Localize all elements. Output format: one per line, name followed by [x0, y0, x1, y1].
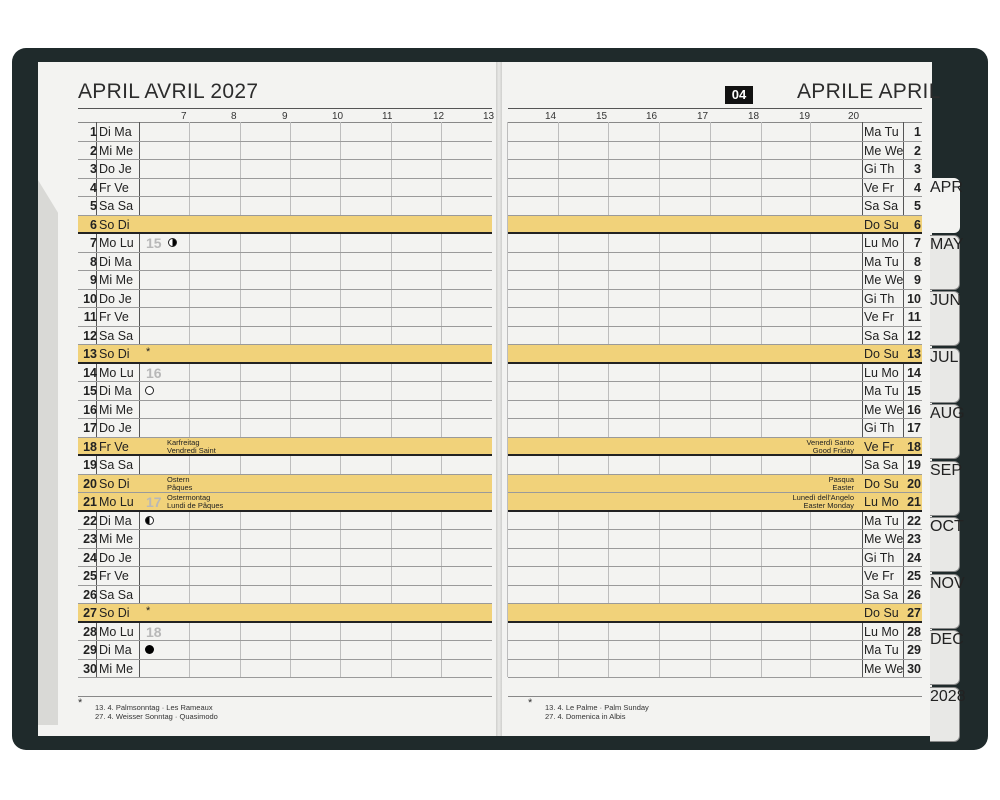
day-number: 12: [83, 328, 97, 343]
day-row-right: [508, 438, 922, 457]
day-number: 16: [83, 402, 97, 417]
day-row-right: [508, 308, 922, 327]
hour-label: 16: [646, 111, 658, 122]
day-row-right: [508, 419, 922, 438]
day-number: 6: [914, 217, 921, 232]
holiday-text: Good Friday: [812, 445, 854, 455]
month-tab-oct[interactable]: [930, 517, 964, 572]
day-row-left: [78, 419, 492, 438]
weekday-label: Ma Tu: [864, 125, 899, 139]
holiday-text: Pasqua: [828, 474, 854, 484]
day-row-right: [508, 530, 922, 549]
weekday-label: Fr Ve: [99, 569, 129, 583]
day-row-right: [508, 382, 922, 401]
weekday-label: Mi Me: [99, 661, 134, 676]
day-row-left: [78, 253, 492, 272]
weekday-label: Do Je: [99, 421, 132, 435]
day-number: 26: [907, 587, 921, 602]
weekday-label: Sa Sa: [864, 587, 899, 602]
day-row-right: [508, 179, 922, 198]
day-number: 8: [90, 254, 97, 269]
day-row-right: [508, 456, 922, 475]
day-number: 24: [907, 550, 921, 565]
footnote-star-right: *: [528, 697, 533, 709]
weekday-label: Sa Sa: [864, 458, 899, 472]
holiday-text: Ostermontag: [167, 493, 211, 502]
weekday-label: Mi Me: [99, 532, 134, 546]
weekday-label: Me We: [864, 143, 904, 158]
day-number: 7: [90, 236, 97, 250]
weekday-label: Sa Sa: [99, 328, 134, 343]
footnote-left-2: 27. 4. Weisser Sonntag · Quasimodo: [95, 712, 218, 721]
day-row-left: [78, 623, 492, 642]
day-row-right: [508, 327, 922, 346]
day-row-right: [508, 142, 922, 161]
weekday-label: Gi Th: [864, 550, 895, 565]
day-row-left: [78, 567, 492, 586]
week-number: 16: [146, 364, 162, 381]
day-row-right: [508, 216, 922, 235]
day-number: 27: [83, 606, 97, 620]
day-number: 2: [914, 143, 921, 158]
day-number: 25: [907, 569, 921, 583]
weekday-label: Di Ma: [99, 513, 132, 528]
holiday-text: Easter Monday: [803, 501, 854, 510]
weekday-label: Me We: [864, 273, 904, 287]
day-row-right: [508, 234, 922, 253]
weekday-label: Me We: [864, 661, 904, 676]
day-number: 16: [907, 402, 921, 417]
day-number: 22: [83, 513, 97, 528]
hour-label: 14: [545, 111, 557, 122]
day-number: 1: [90, 125, 97, 139]
day-number: 3: [914, 162, 921, 176]
holiday-label: [829, 476, 854, 492]
weekday-label: Gi Th: [864, 291, 895, 306]
weekday-label: Fr Ve: [99, 439, 129, 454]
week-number: 17: [146, 494, 162, 510]
day-number: 21: [83, 495, 97, 509]
weekday-label: So Di: [99, 217, 130, 232]
hour-label: 20: [848, 111, 860, 122]
month-tab-aug[interactable]: [930, 404, 965, 459]
hour-label: 13: [483, 111, 495, 122]
day-row-left: [78, 271, 492, 290]
month-tab-label: JUL: [930, 348, 959, 366]
moon-phase-icon: [145, 386, 154, 395]
day-number: 2: [90, 143, 97, 158]
day-row-left: [78, 308, 492, 327]
day-row-right: [508, 493, 922, 512]
hour-label: 10: [332, 111, 344, 122]
page-title-right: APRILE APRIL: [797, 80, 941, 103]
weekday-label: Gi Th: [864, 421, 895, 435]
day-number: 19: [907, 458, 921, 472]
day-number: 20: [83, 476, 97, 491]
day-row-left: [78, 327, 492, 346]
moon-phase-icon: [145, 645, 154, 654]
day-number: 18: [83, 439, 97, 454]
week-number: 18: [146, 623, 162, 640]
footer-rule-right: [508, 696, 922, 697]
holiday-text: Lundi de Pâques: [167, 501, 224, 510]
month-tab-label: JUN: [930, 292, 962, 309]
day-row-right: [508, 475, 922, 494]
day-number: 19: [83, 458, 97, 472]
holiday-label: [167, 439, 216, 455]
month-tab-apr[interactable]: [930, 178, 963, 233]
month-tab-label: 2028: [930, 687, 966, 705]
day-number: 14: [907, 365, 921, 380]
weekday-label: Sa Sa: [864, 199, 899, 213]
day-row-left: [78, 530, 492, 549]
weekday-label: Lu Mo: [864, 236, 899, 250]
day-row-right: [508, 290, 922, 309]
weekday-label: Me We: [864, 402, 904, 417]
day-row-right: [508, 512, 922, 531]
footer-rule-left: [78, 696, 492, 697]
weekday-label: Di Ma: [99, 384, 132, 398]
day-row-left: [78, 382, 492, 401]
header-rule-right: [508, 108, 922, 109]
day-row-left: [78, 197, 492, 216]
day-number: 8: [914, 254, 921, 269]
weekday-label: Ma Tu: [864, 384, 899, 398]
hour-label: 11: [382, 111, 393, 122]
month-tab-label: APR: [930, 179, 963, 196]
day-number: 4: [90, 180, 97, 195]
hour-label: 15: [596, 111, 608, 122]
month-tab-may[interactable]: [930, 235, 964, 290]
month-tab-label: NOV: [930, 574, 965, 592]
weekday-label: Lu Mo: [864, 624, 899, 639]
day-number: 15: [83, 384, 97, 398]
weekday-label: Ve Fr: [864, 569, 894, 583]
bookmark-ribbon: [38, 180, 58, 725]
day-number: 18: [907, 439, 921, 454]
day-number: 7: [914, 236, 921, 250]
day-number: 14: [83, 365, 97, 380]
weekday-label: Mi Me: [99, 402, 134, 417]
moon-phase-icon: [145, 516, 154, 525]
month-number-badge: 04: [725, 86, 753, 104]
weekday-label: Ve Fr: [864, 439, 894, 454]
weekday-label: Sa Sa: [99, 587, 134, 602]
holiday-label: [167, 494, 223, 510]
day-number: 10: [83, 291, 97, 306]
day-row-left: [78, 604, 492, 623]
weekday-label: Di Ma: [99, 125, 132, 139]
day-row-left: [78, 290, 492, 309]
day-row-left: [78, 160, 492, 179]
day-row-right: [508, 197, 922, 216]
day-number: 25: [83, 569, 97, 583]
weekday-label: Lu Mo: [864, 495, 899, 509]
day-row-left: [78, 493, 492, 512]
day-row-left: [78, 549, 492, 568]
day-number: 24: [83, 550, 97, 565]
weekday-label: Do Je: [99, 550, 132, 565]
day-row-right: [508, 549, 922, 568]
day-row-right: [508, 623, 922, 642]
holiday-label: [806, 439, 854, 455]
day-number: 13: [83, 347, 97, 361]
month-tab-label: SEP: [930, 461, 963, 479]
hour-label: 7: [181, 111, 187, 122]
holiday-text: Karfreitag: [167, 437, 200, 447]
footnote-right-1: 13. 4. Le Palme · Palm Sunday: [545, 703, 649, 712]
day-row-right: [508, 364, 922, 383]
day-number: 28: [907, 624, 921, 639]
weekday-label: Do Su: [864, 217, 899, 232]
weekday-label: Ve Fr: [864, 180, 894, 195]
day-number: 6: [90, 217, 97, 232]
holiday-text: Ostern: [167, 474, 190, 484]
moon-phase-icon: [168, 238, 177, 247]
day-number: 11: [907, 310, 921, 324]
day-number: 28: [83, 624, 97, 639]
day-row-right: [508, 567, 922, 586]
day-row-left: [78, 123, 492, 142]
month-tab-2028[interactable]: [930, 687, 966, 742]
day-row-right: [508, 641, 922, 660]
day-row-left: [78, 475, 492, 494]
weekday-label: Me We: [864, 532, 904, 546]
hour-label: 8: [231, 111, 237, 122]
day-row-left: [78, 364, 492, 383]
day-row-left: [78, 512, 492, 531]
month-tab-label: OCT: [930, 518, 964, 535]
footnote-marker: *: [146, 605, 151, 617]
day-number: 15: [907, 384, 921, 398]
day-number: 9: [90, 273, 97, 287]
day-number: 11: [83, 310, 97, 324]
month-tab-dec[interactable]: [930, 630, 964, 685]
day-number: 30: [907, 661, 921, 676]
month-tab-nov[interactable]: [930, 574, 965, 629]
holiday-text: Lunedì dell'Angelo: [792, 493, 854, 502]
day-row-right: [508, 253, 922, 272]
weekday-label: Do Su: [864, 476, 899, 491]
holiday-text: Venerdì Santo: [806, 437, 854, 447]
day-row-left: [78, 216, 492, 235]
header-rule-left: [78, 108, 492, 109]
footnote-right-2: 27. 4. Domenica in Albis: [545, 712, 626, 721]
day-row-right: [508, 123, 922, 142]
day-row-left: [78, 234, 492, 253]
day-number: 20: [907, 476, 921, 491]
day-row-right: [508, 586, 922, 605]
weekday-label: Fr Ve: [99, 310, 129, 324]
weekday-label: Mo Lu: [99, 495, 134, 509]
day-number: 30: [83, 661, 97, 676]
weekday-label: Mo Lu: [99, 624, 134, 639]
day-row-left: [78, 179, 492, 198]
day-number: 17: [907, 421, 921, 435]
weekday-label: Mo Lu: [99, 236, 134, 250]
weekday-label: Do Je: [99, 291, 132, 306]
day-number: 10: [907, 291, 921, 306]
day-row-right: [508, 160, 922, 179]
day-number: 27: [907, 606, 921, 620]
weekday-label: Ma Tu: [864, 643, 899, 657]
day-row-right: [508, 271, 922, 290]
weekday-label: So Di: [99, 606, 130, 620]
weekday-label: Mo Lu: [99, 365, 134, 380]
weekday-label: Ma Tu: [864, 513, 899, 528]
weekday-label: Di Ma: [99, 643, 132, 657]
day-row-left: [78, 401, 492, 420]
day-row-right: [508, 345, 922, 364]
book-spine: [496, 62, 502, 736]
day-row-right: [508, 660, 922, 679]
weekday-label: Do Su: [864, 347, 899, 361]
day-number: 4: [914, 180, 921, 195]
day-row-left: [78, 345, 492, 364]
day-number: 23: [907, 532, 921, 546]
weekday-label: Sa Sa: [99, 199, 134, 213]
day-number: 21: [907, 495, 921, 509]
weekday-label: Ve Fr: [864, 310, 894, 324]
weekday-label: Ma Tu: [864, 254, 899, 269]
day-row-left: [78, 641, 492, 660]
month-tab-jun[interactable]: [930, 291, 960, 346]
weekday-label: Mi Me: [99, 143, 134, 158]
weekday-label: So Di: [99, 476, 130, 491]
weekday-label: Mi Me: [99, 273, 134, 287]
day-number: 12: [907, 328, 921, 343]
day-row-left: [78, 586, 492, 605]
day-number: 1: [914, 125, 921, 139]
day-number: 26: [83, 587, 97, 602]
day-number: 5: [914, 199, 921, 213]
day-row-left: [78, 660, 492, 679]
weekday-label: So Di: [99, 347, 130, 361]
weekday-label: Do Su: [864, 606, 899, 620]
day-number: 29: [907, 643, 921, 657]
weekday-label: Sa Sa: [864, 328, 899, 343]
day-number: 9: [914, 273, 921, 287]
week-number: 15: [146, 235, 162, 251]
footnote-marker: *: [146, 346, 151, 358]
weekday-label: Gi Th: [864, 162, 895, 176]
weekday-label: Do Je: [99, 162, 132, 176]
page-title-left: APRIL AVRIL 2027: [78, 80, 259, 103]
footnote-left-1: 13. 4. Palmsonntag · Les Rameaux: [95, 703, 213, 712]
day-number: 22: [907, 513, 921, 528]
day-number: 13: [907, 347, 921, 361]
holiday-text: Easter: [832, 482, 854, 492]
holiday-text: Vendredi Saint: [167, 445, 216, 455]
hour-label: 19: [799, 111, 811, 122]
footnote-star-left: *: [78, 697, 83, 709]
day-row-left: [78, 438, 492, 457]
hour-label: 9: [282, 111, 288, 122]
weekday-label: Fr Ve: [99, 180, 129, 195]
hour-label: 12: [433, 111, 445, 122]
day-row-left: [78, 142, 492, 161]
holiday-label: [793, 494, 854, 510]
weekday-label: Lu Mo: [864, 365, 899, 380]
month-tab-sep[interactable]: [930, 461, 963, 516]
holiday-text: Pâques: [167, 482, 193, 492]
day-number: 17: [83, 421, 97, 435]
day-row-left: [78, 456, 492, 475]
day-row-right: [508, 604, 922, 623]
month-tab-label: MAY: [930, 235, 964, 253]
hour-label: 18: [748, 111, 760, 122]
month-tab-label: AUG: [930, 405, 965, 422]
weekday-label: Di Ma: [99, 254, 132, 269]
day-number: 3: [90, 162, 97, 176]
hour-label: 17: [697, 111, 709, 122]
weekday-label: Sa Sa: [99, 458, 134, 472]
day-number: 23: [83, 532, 97, 546]
day-number: 5: [90, 199, 97, 213]
day-row-right: [508, 401, 922, 420]
month-tab-jul[interactable]: [930, 348, 960, 403]
holiday-label: [167, 476, 192, 492]
day-number: 29: [83, 643, 97, 657]
month-tab-label: DEC: [930, 631, 964, 648]
